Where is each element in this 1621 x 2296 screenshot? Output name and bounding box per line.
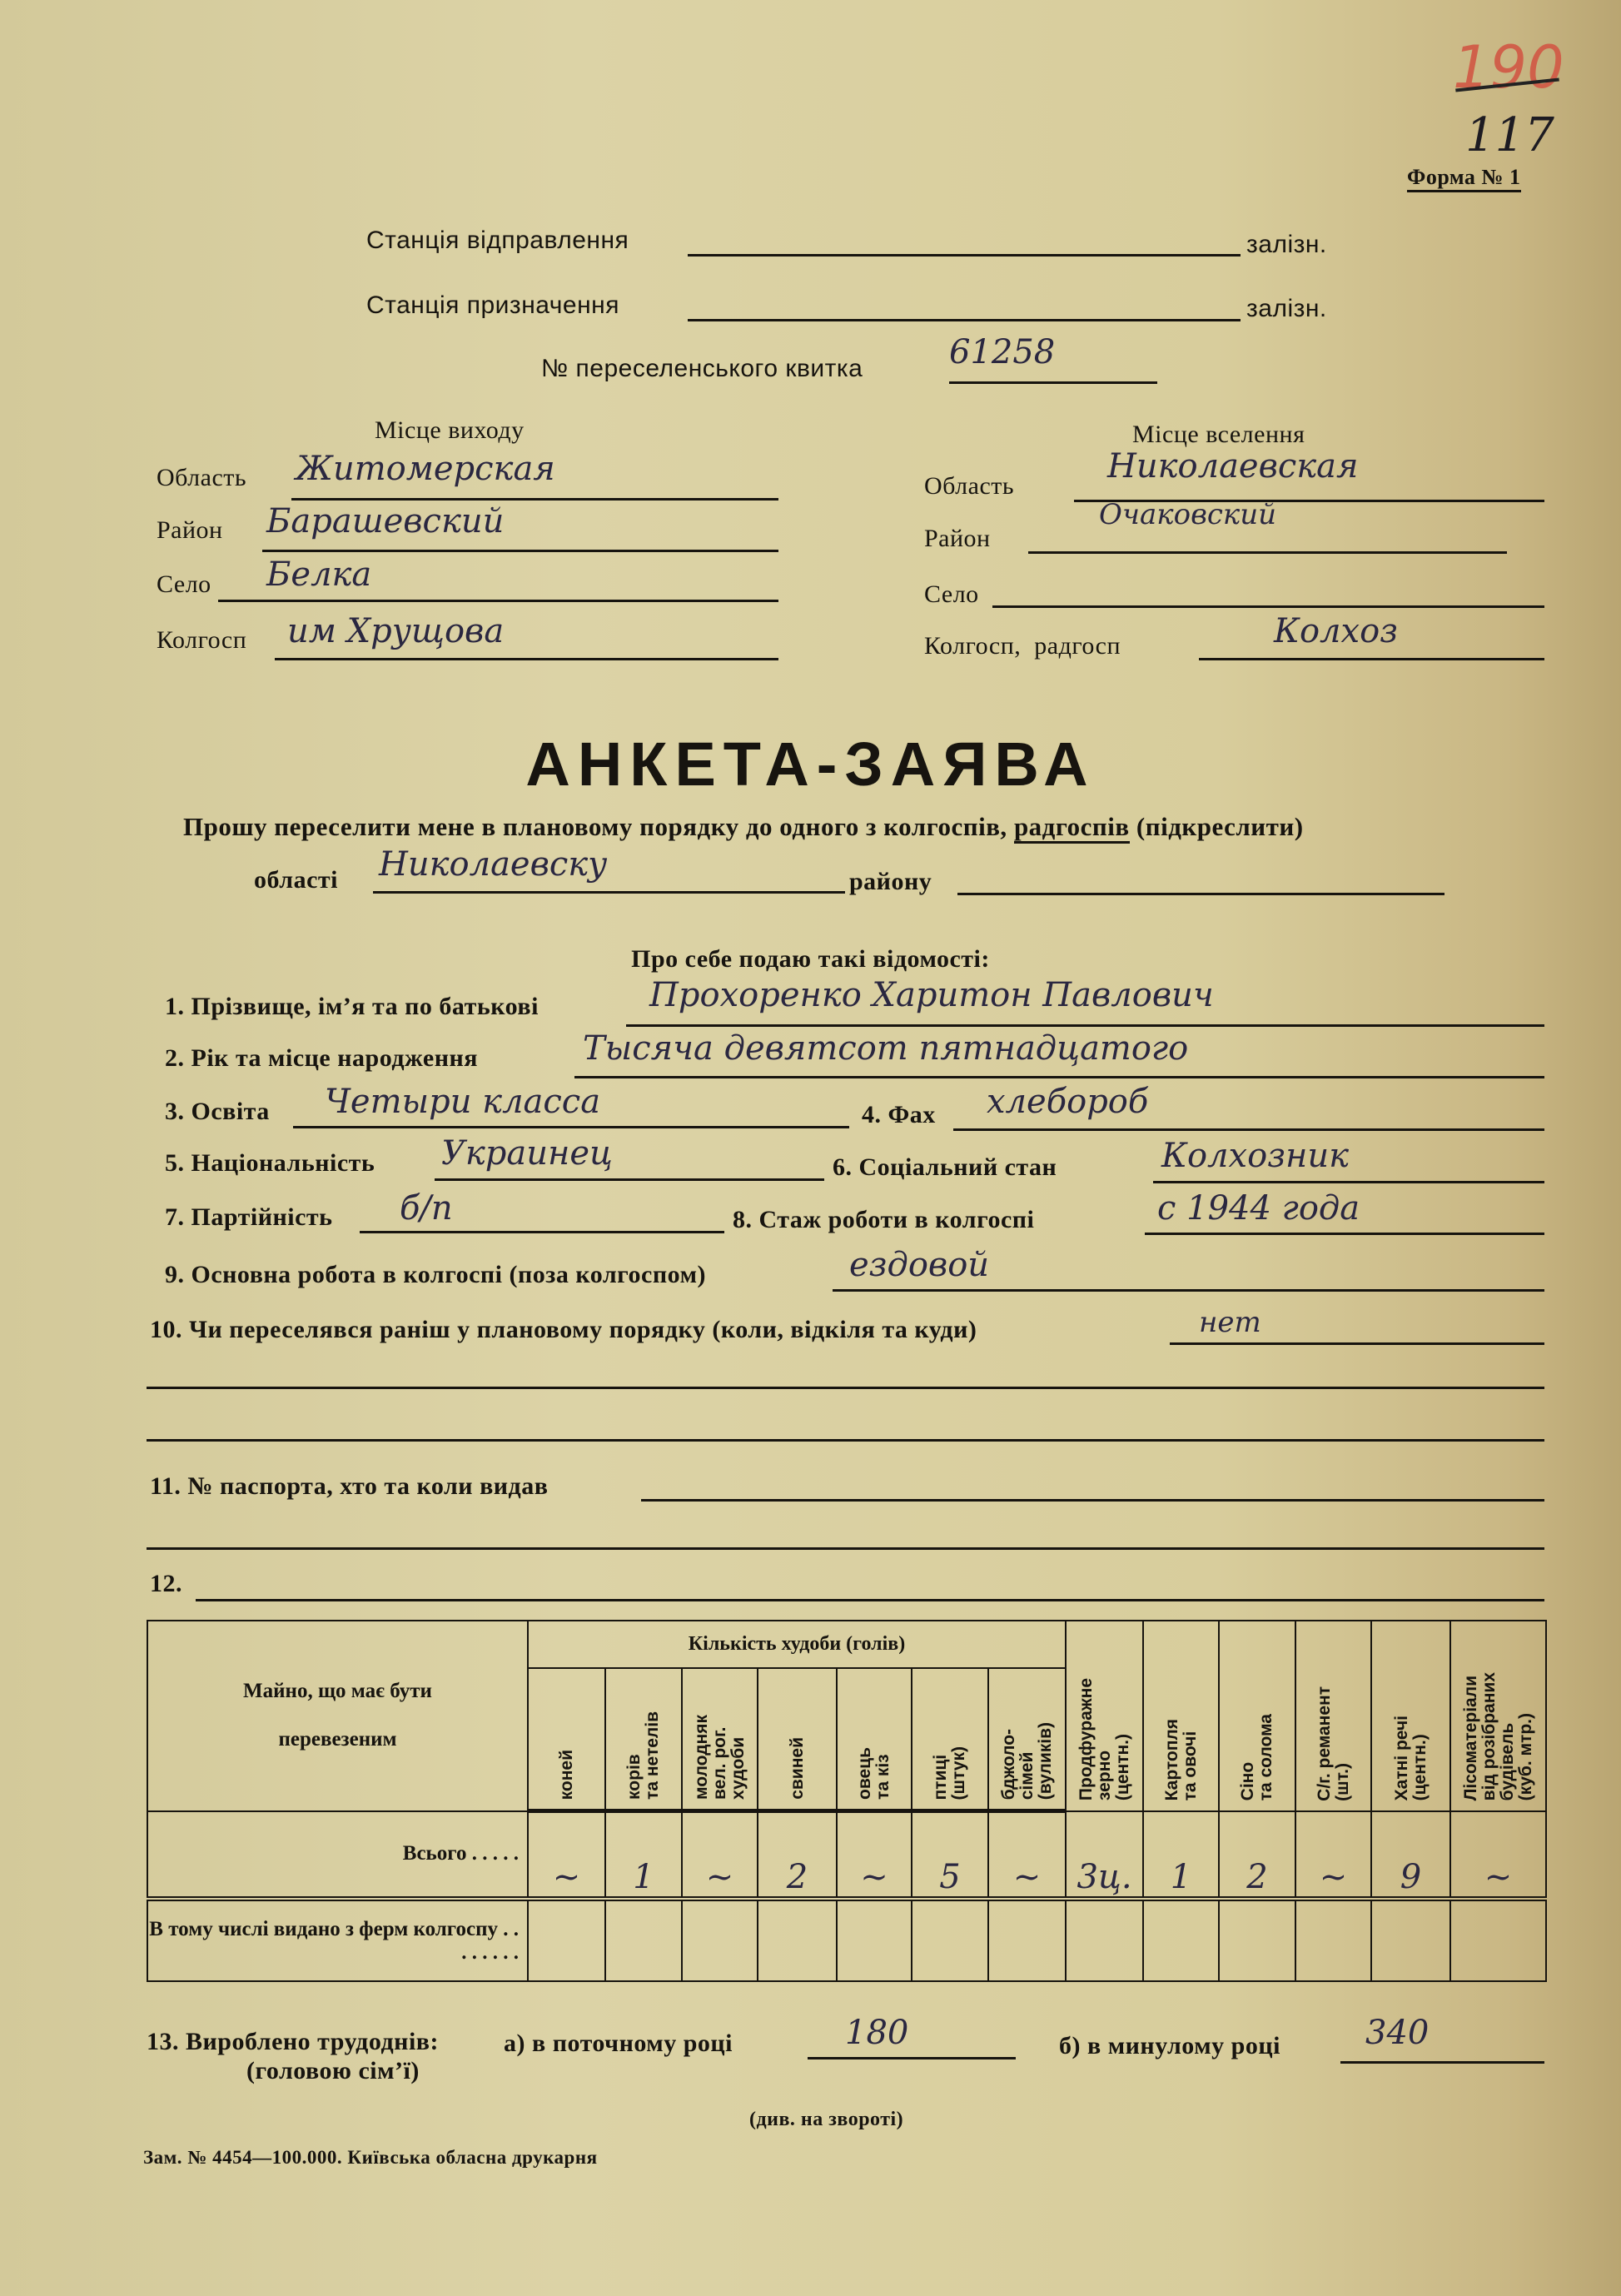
field-value-nationality: Украинец	[441, 1134, 613, 1173]
livestock-group-header: Кількість худоби (голів)	[528, 1621, 1066, 1668]
origin-oblast-value: Житомерская	[296, 450, 555, 488]
column-header	[1066, 1621, 1143, 1811]
column-header-label: Хатні речі (центн.)	[1391, 1716, 1430, 1801]
table-cell: 2	[1219, 1811, 1295, 1900]
table-cell: 1	[1143, 1811, 1219, 1900]
field-line-experience	[1145, 1233, 1544, 1235]
column-header-label: корів та нетелів	[624, 1711, 662, 1800]
field-line-main-work	[833, 1289, 1544, 1292]
column-header-label: овець та кіз	[855, 1747, 893, 1800]
column-header-label: Лісоматеріали від розібраних будівель (куб. мтр.)	[1460, 1672, 1535, 1801]
archive-number: 117	[1465, 108, 1554, 162]
field-label-name: 1. Прізвище, ім’я та по батькові	[165, 993, 539, 1020]
destination-village-label: Село	[924, 580, 979, 608]
column-header-label: коней	[556, 1749, 576, 1800]
field-label-education: 3. Освіта	[165, 1098, 270, 1125]
field-value-name: Прохоренко Харитон Павлович	[649, 976, 1214, 1014]
destination-heading: Місце вселення	[1132, 421, 1305, 448]
column-header	[682, 1668, 758, 1811]
ticket-line	[949, 381, 1157, 384]
origin-village-label: Село	[157, 570, 211, 598]
workdays-previous-value: 340	[1365, 2014, 1430, 2052]
workdays-previous-line	[1340, 2061, 1544, 2064]
request-raion-line	[957, 893, 1444, 895]
table-cell	[1143, 1899, 1219, 1981]
origin-oblast-label: Область	[157, 464, 247, 491]
column-header	[528, 1668, 605, 1811]
request-oblast-value: Николаевску	[379, 845, 608, 884]
field-label-12: 12.	[150, 1570, 182, 1597]
ticket-label: № переселенського квитка	[541, 355, 863, 382]
request-oblast-label: області	[254, 866, 338, 894]
table-row-label: В тому числі видано з ферм колгоспу . . . . . . . .	[147, 1899, 528, 1981]
field-label-experience: 8. Стаж роботи в колгоспі	[733, 1206, 1035, 1233]
field-value-main-work: ездовой	[849, 1246, 990, 1284]
table-cell: 5	[912, 1811, 988, 1900]
destination-station-line	[688, 319, 1241, 321]
column-header	[1371, 1621, 1450, 1811]
field-line-name	[626, 1024, 1544, 1027]
field-value-profession: хлебороб	[987, 1083, 1149, 1121]
field-line-profession	[953, 1128, 1544, 1131]
origin-raion-value: Барашевский	[266, 502, 505, 540]
table-cell	[528, 1899, 605, 1981]
column-header-label: Сіно та солома	[1238, 1714, 1275, 1801]
table-cell: ~	[837, 1811, 912, 1900]
info-heading: Про себе подаю такі відомості:	[631, 945, 990, 973]
request-text	[183, 812, 1304, 842]
destination-kolhosp-value: Колхоз	[1274, 612, 1398, 650]
field-line-12	[196, 1599, 1544, 1601]
field-line-birth	[574, 1076, 1544, 1078]
destination-raion-line	[1028, 551, 1507, 554]
field-line-social-status	[1153, 1181, 1544, 1183]
origin-heading: Місце виходу	[375, 416, 525, 444]
column-header-label: Картопля та овочі	[1161, 1719, 1200, 1801]
table-cell	[758, 1899, 837, 1981]
column-header-label: свиней	[787, 1737, 807, 1800]
request-oblast-line	[373, 891, 845, 894]
origin-raion-line	[262, 550, 778, 552]
destination-oblast-label: Область	[924, 472, 1015, 500]
property-table	[147, 1620, 1547, 1982]
column-header	[837, 1668, 912, 1811]
column-header-label: С/г. реманент (шт.)	[1314, 1686, 1352, 1801]
table-cell: ~	[988, 1811, 1066, 1900]
field-line-passport	[641, 1499, 1544, 1502]
ticket-value: 61258	[949, 333, 1056, 371]
field-label-main-work: 9. Основна робота в колгоспі (поза колгоспом)	[165, 1261, 706, 1288]
table-cell	[682, 1899, 758, 1981]
form-number: Форма № 1	[1407, 165, 1521, 192]
destination-village-line	[992, 605, 1544, 608]
column-header	[1450, 1621, 1546, 1811]
field-line-party	[360, 1231, 724, 1233]
origin-village-value: Белка	[266, 555, 372, 594]
field-label-passport: 11. № паспорта, хто та коли видав	[150, 1472, 549, 1500]
blank-line	[147, 1547, 1544, 1550]
column-header	[1219, 1621, 1295, 1811]
table-cell: 3ц.	[1066, 1811, 1143, 1900]
table-cell: ~	[1295, 1811, 1371, 1900]
field-line-previous-resettlement	[1170, 1342, 1544, 1345]
column-header	[1143, 1621, 1219, 1811]
request-raion-label: району	[849, 868, 932, 895]
see-reverse-note: (див. на звороті)	[749, 2109, 904, 2130]
origin-raion-label: Район	[157, 516, 223, 544]
origin-kolhosp-line	[275, 658, 778, 660]
departure-station-line	[688, 254, 1241, 256]
column-header	[1295, 1621, 1371, 1811]
table-cell	[1066, 1899, 1143, 1981]
table-cell	[837, 1899, 912, 1981]
field-line-nationality	[435, 1178, 824, 1181]
field-label-birth: 2. Рік та місце народження	[165, 1044, 478, 1072]
table-cell	[1295, 1899, 1371, 1981]
field-value-previous-resettlement: нет	[1199, 1306, 1261, 1339]
printer-note: Зам. № 4454—100.000. Київська обласна друкарня	[143, 2147, 598, 2168]
form-title: АНКЕТА-ЗАЯВА	[525, 730, 1096, 799]
field-value-birth: Тысяча девятсот пятнадцатого	[583, 1029, 1189, 1068]
workdays-previous-label: б) в минулому році	[1059, 2032, 1280, 2059]
table-row-label: Всього . . . . .	[147, 1811, 528, 1900]
workdays-sublabel: (головою сім’ї)	[246, 2057, 420, 2084]
departure-station-label: Станція відправлення	[366, 227, 629, 254]
destination-station-label: Станція призначення	[366, 291, 619, 319]
row-header: Майно, що має бути перевезеним	[147, 1621, 528, 1811]
table-cell: 9	[1371, 1811, 1450, 1900]
origin-kolhosp-value: им Хрущова	[287, 612, 505, 650]
blank-line	[147, 1387, 1544, 1389]
destination-kolhosp-line	[1199, 658, 1544, 660]
request-text-after: (підкреслити)	[1129, 812, 1304, 841]
table-cell	[912, 1899, 988, 1981]
field-value-party: б/п	[400, 1189, 453, 1228]
table-cell	[1371, 1899, 1450, 1981]
column-header-label: бджоло- сімей (вуликів)	[998, 1721, 1055, 1800]
column-header	[605, 1668, 682, 1811]
table-cell: ~	[528, 1811, 605, 1900]
destination-raion-label: Район	[924, 525, 991, 552]
table-cell: 2	[758, 1811, 837, 1900]
field-label-party: 7. Партійність	[165, 1203, 333, 1231]
railway-suffix: залізн.	[1246, 295, 1327, 322]
field-value-social-status: Колхозник	[1161, 1137, 1349, 1175]
field-value-experience: с 1944 года	[1157, 1189, 1360, 1228]
origin-village-line	[218, 600, 778, 602]
request-text-before: Прошу переселити мене в плановому порядку до одного з колгоспів,	[183, 812, 1014, 841]
column-header	[758, 1668, 837, 1811]
blank-line	[147, 1439, 1544, 1442]
column-header-label: Продфуражне зерно (центн.)	[1076, 1678, 1132, 1801]
origin-kolhosp-label: Колгосп	[157, 626, 247, 654]
field-label-profession: 4. Фах	[862, 1101, 936, 1128]
table-cell	[1450, 1899, 1546, 1981]
table-cell: ~	[1450, 1811, 1546, 1900]
table-cell: 1	[605, 1811, 682, 1900]
table-cell	[1219, 1899, 1295, 1981]
field-label-previous-resettlement: 10. Чи переселявся раніш у плановому порядку (коли, відкіля та куди)	[150, 1316, 977, 1343]
table-cell	[988, 1899, 1066, 1981]
field-label-social-status: 6. Соціальний стан	[833, 1153, 1057, 1181]
origin-oblast-line	[291, 498, 778, 501]
destination-oblast-value: Николаевская	[1107, 447, 1359, 486]
column-header	[988, 1668, 1066, 1811]
field-line-education	[293, 1126, 849, 1128]
field-value-education: Четыри класса	[325, 1083, 601, 1121]
workdays-label: 13. Вироблено трудоднів:	[147, 2028, 439, 2055]
destination-kolhosp-label: Колгосп, радгосп	[924, 632, 1121, 660]
column-header-label: птиці (штук)	[931, 1746, 968, 1800]
archive-number-crossed: 190	[1453, 33, 1564, 102]
table-cell: ~	[682, 1811, 758, 1900]
workdays-current-value: 180	[845, 2014, 909, 2052]
field-label-nationality: 5. Національність	[165, 1149, 375, 1177]
workdays-current-line	[808, 2057, 1016, 2059]
column-header-label: молодняк вел. рог. худоби	[691, 1715, 748, 1800]
column-header	[912, 1668, 988, 1811]
railway-suffix: залізн.	[1246, 231, 1327, 258]
table-cell	[605, 1899, 682, 1981]
workdays-current-label: а) в поточному році	[504, 2030, 733, 2057]
destination-raion-value: Очаковский	[1099, 498, 1276, 531]
request-underlined: радгоспів	[1014, 812, 1130, 844]
